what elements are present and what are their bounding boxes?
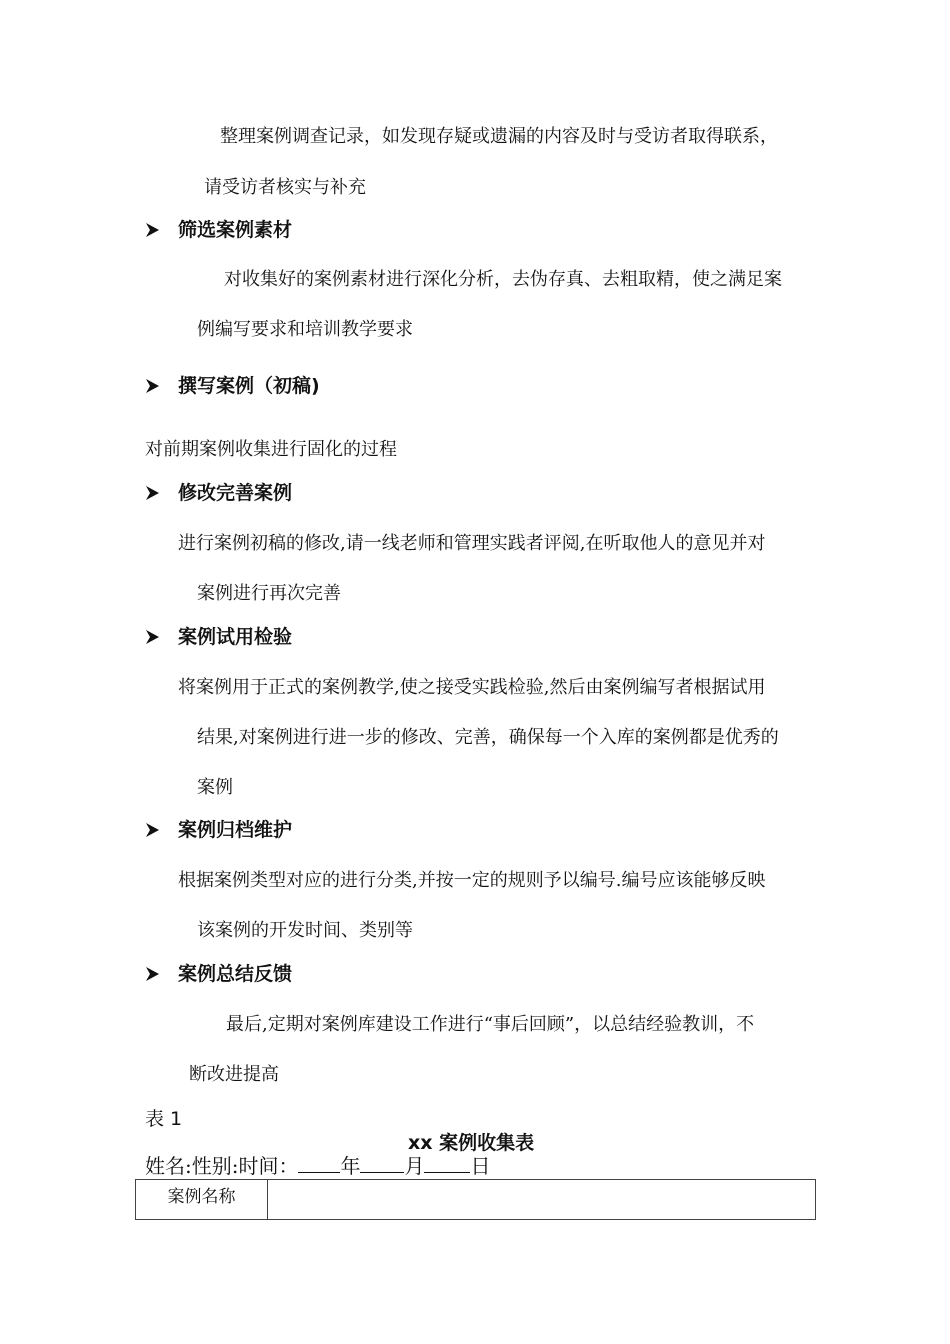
paragraph-line: 案例进行再次完善 (197, 583, 341, 604)
case-name-value-cell[interactable] (268, 1180, 816, 1220)
case-name-label-cell (136, 1180, 268, 1220)
paragraph-line: 结果,对案例进行进一步的修改、完善，确保每一个入库的案例都是优秀的 (197, 727, 779, 748)
section-heading: 案例归档维护 (178, 819, 293, 841)
form-prefix: 姓名:性别:时间： (145, 1154, 299, 1178)
arrow-bullet-icon (144, 629, 160, 645)
section-heading: 修改完善案例 (178, 482, 293, 504)
paragraph-line: 请受访者核实与补充 (204, 177, 366, 198)
paragraph-line: 最后,定期对案例库建设工作进行“事后回顾”，以总结经验教训，不 (226, 1014, 755, 1035)
table-title: xx 案例收集表 (408, 1132, 535, 1154)
form-info-line (145, 1153, 490, 1179)
day-label: 日 (470, 1154, 491, 1178)
paragraph-line: 整理案例调查记录，如发现存疑或遗漏的内容及时与受访者取得联系， (220, 126, 778, 147)
month-label: 月 (404, 1154, 425, 1178)
paragraph-line: 案例 (197, 777, 233, 798)
day-blank[interactable] (424, 1154, 470, 1173)
table-row (136, 1180, 816, 1220)
paragraph-line: 该案例的开发时间、类别等 (197, 920, 413, 941)
paragraph-line: 对前期案例收集进行固化的过程 (145, 439, 397, 460)
case-collection-table (135, 1179, 816, 1220)
paragraph-line: 对收集好的案例素材进行深化分析，去伪存真、去粗取精，使之满足案 (224, 269, 782, 290)
year-blank[interactable] (298, 1154, 340, 1173)
arrow-bullet-icon (144, 222, 160, 238)
arrow-bullet-icon (144, 966, 160, 982)
case-name-label: 案例名称 (167, 1187, 236, 1207)
paragraph-line: 例编写要求和培训教学要求 (197, 319, 413, 340)
year-label: 年 (340, 1154, 361, 1178)
section-heading: 撰写案例（初稿) (178, 375, 320, 397)
section-heading: 案例总结反馈 (178, 963, 293, 985)
paragraph-line: 断改进提高 (189, 1064, 279, 1085)
month-blank[interactable] (360, 1154, 404, 1173)
paragraph-line: 根据案例类型对应的进行分类,并按一定的规则予以编号.编号应该能够反映 (178, 870, 766, 891)
arrow-bullet-icon (144, 822, 160, 838)
arrow-bullet-icon (144, 485, 160, 501)
paragraph-line: 将案例用于正式的案例教学,使之接受实践检验,然后由案例编写者根据试用 (178, 677, 766, 698)
section-heading: 案例试用检验 (178, 626, 293, 648)
section-heading: 筛选案例素材 (178, 219, 293, 241)
arrow-bullet-icon (144, 378, 160, 394)
table-label: 表 1 (145, 1108, 183, 1130)
paragraph-line: 进行案例初稿的修改,请一线老师和管理实践者评阅,在听取他人的意见并对 (178, 533, 766, 554)
